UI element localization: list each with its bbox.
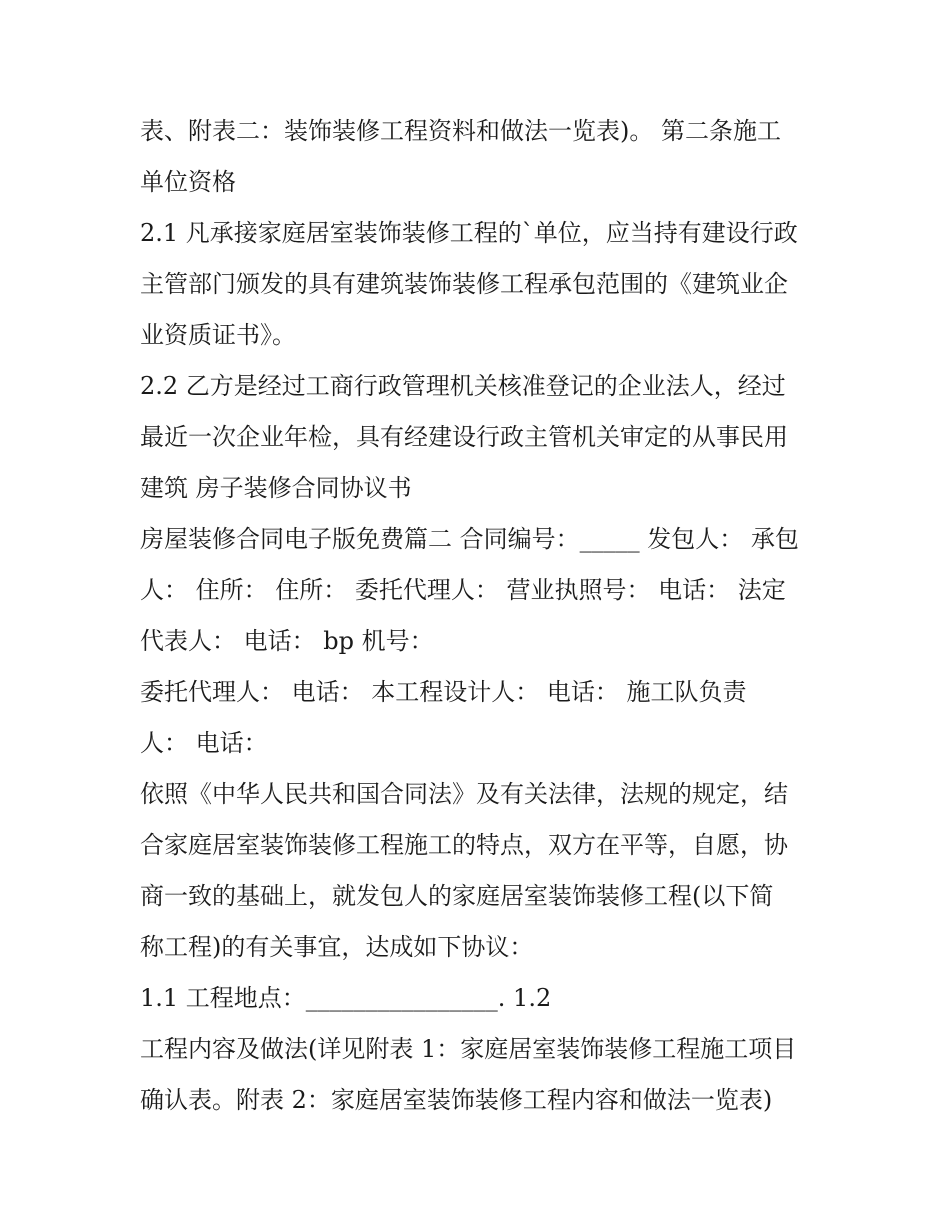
text-line: 房屋装修合同电子版免费篇二 合同编号：_____ 发包人： 承包 [140,525,799,553]
text-line: 1.1 工程地点：________________. 1.2 [140,984,552,1012]
text-line: 代表人： 电话： bp 机号： [140,627,434,655]
text-line: 最近一次企业年检，具有经建设行政主管机关审定的从事民用 [140,423,788,451]
paragraph-work-content [140,1024,820,1126]
text-line: 单位资格 [140,168,236,196]
paragraph-clause-2-1 [140,208,820,361]
paragraph-legal-basis [140,769,820,973]
text-line: 工程内容及做法(详见附表 1：家庭居室装饰装修工程施工项目 [140,1035,797,1063]
text-line: 依照《中华人民共和国合同法》及有关法律，法规的规定，结 [140,780,788,808]
text-line: 确认表。附表 2：家庭居室装饰装修工程内容和做法一览表) [140,1086,773,1114]
text-line: 合家庭居室装饰装修工程施工的特点，双方在平等，自愿，协 [140,831,788,859]
paragraph-clause-1-1 [140,973,820,1024]
text-line: 2.1 凡承接家庭居室装饰装修工程的`单位，应当持有建设行政 [140,219,798,247]
text-line: 称工程)的有关事宜，达成如下协议： [140,933,534,961]
text-line: 人： 电话： [140,729,268,757]
text-line: 人： 住所： 住所： 委托代理人： 营业执照号： 电话： 法定 [140,576,786,604]
text-line: 业资质证书》。 [140,321,296,349]
paragraph-qualification-heading [140,106,820,208]
paragraph-clause-2-2 [140,361,820,514]
document-page [140,106,820,1126]
text-line: 表、附表二：装饰装修工程资料和做法一览表)。 第二条施工 [140,117,781,145]
text-line: 商一致的基础上，就发包人的家庭居室装饰装修工程(以下简 [140,882,774,910]
paragraph-agents [140,667,820,769]
paragraph-contract-parties [140,514,820,667]
text-line: 委托代理人： 电话： 本工程设计人： 电话： 施工队负责 [140,678,747,706]
text-line: 建筑 房子装修合同协议书 [140,474,412,502]
text-line: 主管部门颁发的具有建筑装饰装修工程承包范围的《建筑业企 [140,270,788,298]
text-line: 2.2 乙方是经过工商行政管理机关核准登记的企业法人，经过 [140,372,786,400]
